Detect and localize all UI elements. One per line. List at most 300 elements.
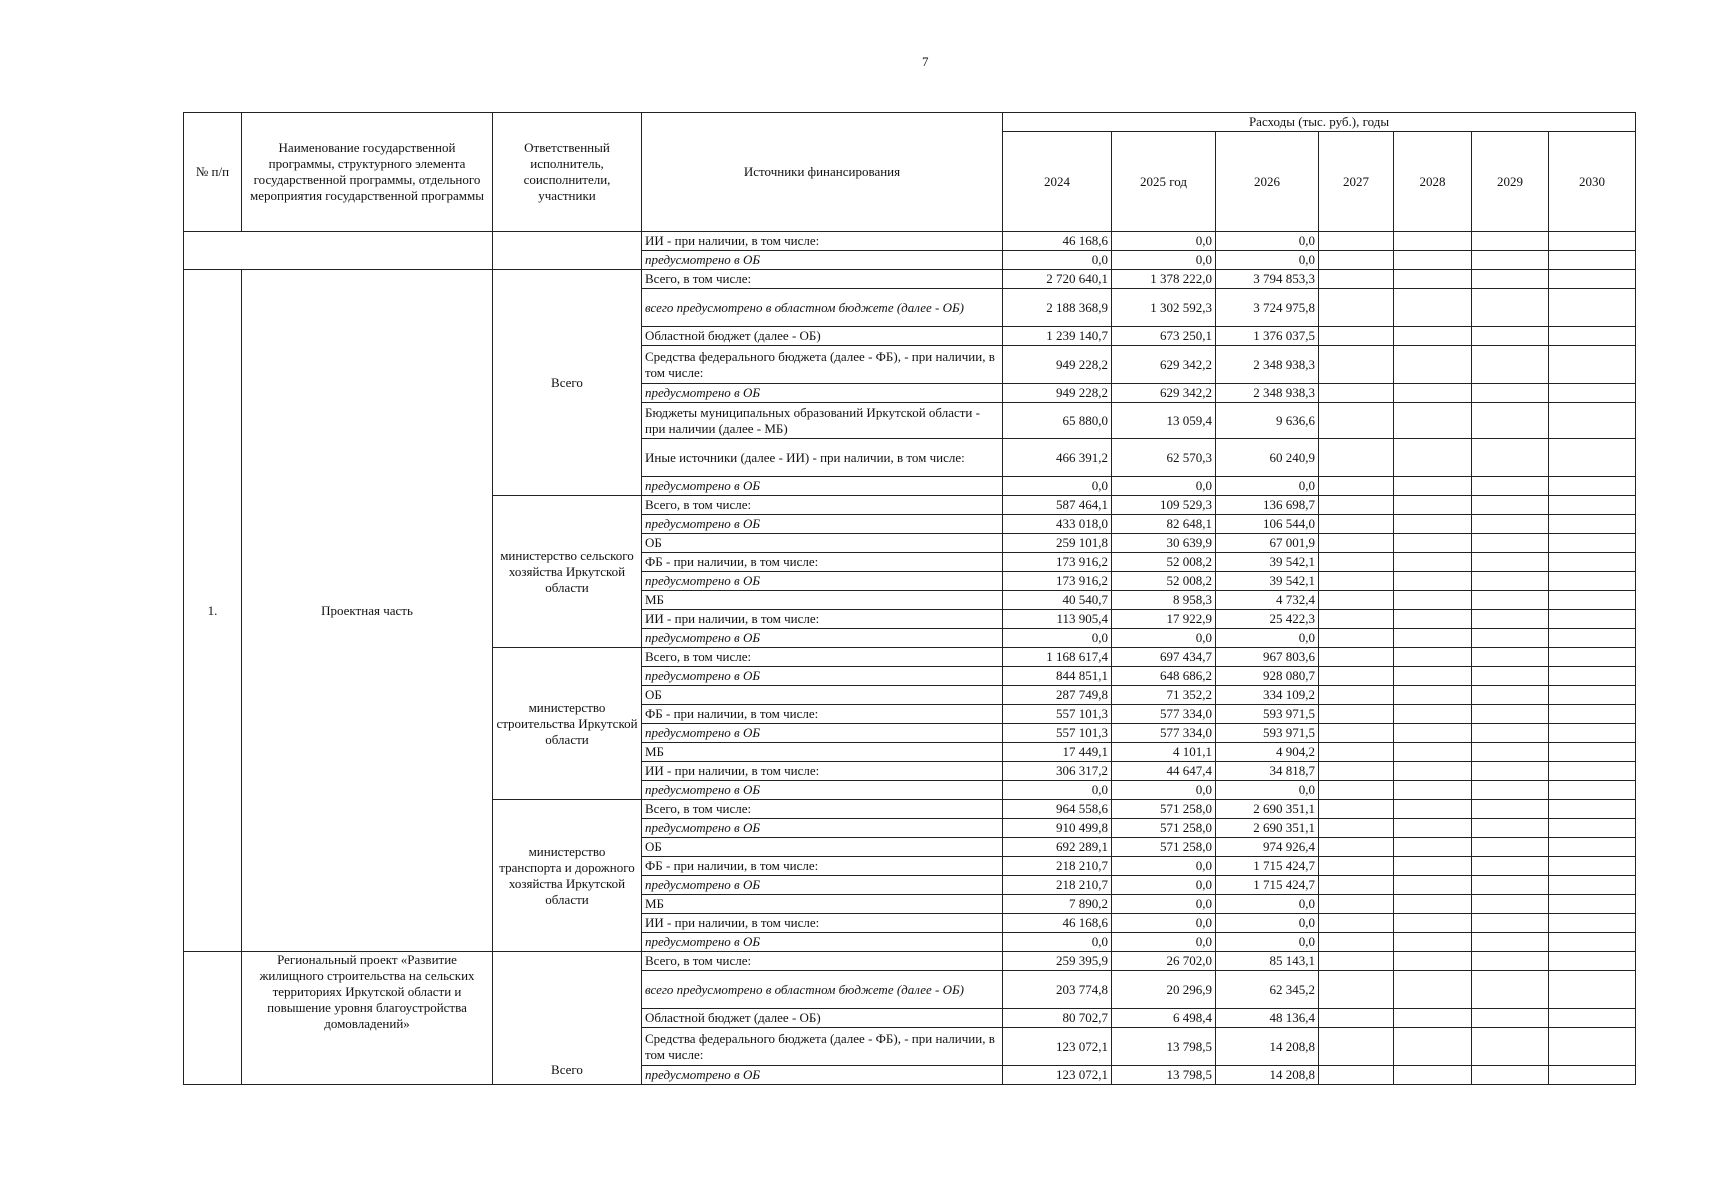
empty-year-cell	[1319, 895, 1394, 914]
source-cell: предусмотрено в ОБ	[642, 1066, 1003, 1085]
source-cell: предусмотрено в ОБ	[642, 629, 1003, 648]
empty-year-cell	[1549, 327, 1636, 346]
empty-year-cell	[1549, 384, 1636, 403]
empty-year-cell	[1472, 686, 1549, 705]
value-cell: 0,0	[1112, 857, 1216, 876]
empty-year-cell	[1472, 857, 1549, 876]
value-cell: 1 239 140,7	[1003, 327, 1112, 346]
empty-year-cell	[1394, 686, 1472, 705]
empty-year-cell	[1549, 515, 1636, 534]
empty-year-cell	[1394, 270, 1472, 289]
value-cell: 46 168,6	[1003, 914, 1112, 933]
source-cell: предусмотрено в ОБ	[642, 667, 1003, 686]
value-cell: 60 240,9	[1216, 439, 1319, 477]
source-cell: ОБ	[642, 686, 1003, 705]
value-cell: 4 101,1	[1112, 743, 1216, 762]
header-year: 2029	[1472, 132, 1549, 232]
empty-year-cell	[1394, 743, 1472, 762]
table-row	[184, 952, 1636, 971]
empty-year-cell	[1549, 439, 1636, 477]
value-cell: 67 001,9	[1216, 534, 1319, 553]
empty-year-cell	[1549, 1028, 1636, 1066]
empty-year-cell	[1319, 496, 1394, 515]
value-cell: 648 686,2	[1112, 667, 1216, 686]
empty-year-cell	[1319, 857, 1394, 876]
source-cell: Всего, в том числе:	[642, 496, 1003, 515]
source-cell: предусмотрено в ОБ	[642, 477, 1003, 496]
empty-year-cell	[1394, 327, 1472, 346]
empty-year-cell	[1394, 232, 1472, 251]
value-cell: 928 080,7	[1216, 667, 1319, 686]
value-cell: 259 395,9	[1003, 952, 1112, 971]
value-cell: 949 228,2	[1003, 346, 1112, 384]
value-cell: 0,0	[1216, 933, 1319, 952]
value-cell: 557 101,3	[1003, 724, 1112, 743]
empty-year-cell	[1549, 496, 1636, 515]
empty-year-cell	[1472, 403, 1549, 439]
empty-year-cell	[1472, 895, 1549, 914]
value-cell: 593 971,5	[1216, 724, 1319, 743]
empty-year-cell	[1549, 762, 1636, 781]
empty-year-cell	[1319, 648, 1394, 667]
value-cell: 1 715 424,7	[1216, 857, 1319, 876]
value-cell: 0,0	[1003, 251, 1112, 270]
value-cell: 259 101,8	[1003, 534, 1112, 553]
value-cell: 692 289,1	[1003, 838, 1112, 857]
empty-year-cell	[1394, 251, 1472, 270]
source-cell: ИИ - при наличии, в том числе:	[642, 610, 1003, 629]
empty-year-cell	[1549, 534, 1636, 553]
empty-year-cell	[1549, 403, 1636, 439]
value-cell: 0,0	[1112, 933, 1216, 952]
empty-year-cell	[1549, 610, 1636, 629]
value-cell: 2 348 938,3	[1216, 384, 1319, 403]
value-cell: 334 109,2	[1216, 686, 1319, 705]
source-cell: предусмотрено в ОБ	[642, 876, 1003, 895]
source-cell: Всего, в том числе:	[642, 952, 1003, 971]
empty-year-cell	[1472, 781, 1549, 800]
value-cell: 697 434,7	[1112, 648, 1216, 667]
empty-year-cell	[1394, 895, 1472, 914]
empty-year-cell	[1549, 933, 1636, 952]
empty-year-cell	[1472, 251, 1549, 270]
empty-year-cell	[1472, 629, 1549, 648]
value-cell: 964 558,6	[1003, 800, 1112, 819]
empty-year-cell	[1394, 952, 1472, 971]
value-cell: 0,0	[1003, 477, 1112, 496]
value-cell: 17 922,9	[1112, 610, 1216, 629]
header-year: 2027	[1319, 132, 1394, 232]
value-cell: 13 798,5	[1112, 1028, 1216, 1066]
source-cell: ИИ - при наличии, в том числе:	[642, 762, 1003, 781]
empty-year-cell	[1549, 724, 1636, 743]
empty-year-cell	[1394, 762, 1472, 781]
value-cell: 571 258,0	[1112, 838, 1216, 857]
value-cell: 40 540,7	[1003, 591, 1112, 610]
empty-year-cell	[1394, 515, 1472, 534]
source-cell: Средства федерального бюджета (далее - ФБ), - при наличии, в том числе:	[642, 346, 1003, 384]
empty-year-cell	[1472, 1066, 1549, 1085]
value-cell: 0,0	[1112, 876, 1216, 895]
value-cell: 967 803,6	[1216, 648, 1319, 667]
empty-year-cell	[1472, 876, 1549, 895]
empty-year-cell	[1549, 572, 1636, 591]
value-cell: 9 636,6	[1216, 403, 1319, 439]
value-cell: 173 916,2	[1003, 553, 1112, 572]
empty-year-cell	[1549, 591, 1636, 610]
table-row	[184, 232, 1636, 251]
value-cell: 13 798,5	[1112, 1066, 1216, 1085]
empty-year-cell	[1472, 819, 1549, 838]
value-cell: 0,0	[1216, 914, 1319, 933]
empty-year-cell	[1549, 667, 1636, 686]
value-cell: 62 570,3	[1112, 439, 1216, 477]
value-cell: 218 210,7	[1003, 857, 1112, 876]
header-year: 2024	[1003, 132, 1112, 232]
empty-year-cell	[1549, 914, 1636, 933]
empty-year-cell	[1472, 553, 1549, 572]
value-cell: 0,0	[1112, 629, 1216, 648]
value-cell: 910 499,8	[1003, 819, 1112, 838]
executor-cell: Всего	[493, 270, 642, 496]
section-num-cell	[184, 952, 242, 1085]
value-cell: 106 544,0	[1216, 515, 1319, 534]
empty-year-cell	[1319, 1009, 1394, 1028]
value-cell: 6 498,4	[1112, 1009, 1216, 1028]
value-cell: 629 342,2	[1112, 346, 1216, 384]
value-cell: 203 774,8	[1003, 971, 1112, 1009]
source-cell: ФБ - при наличии, в том числе:	[642, 857, 1003, 876]
empty-year-cell	[1549, 1066, 1636, 1085]
empty-year-cell	[1394, 591, 1472, 610]
value-cell: 466 391,2	[1003, 439, 1112, 477]
empty-year-cell	[1472, 591, 1549, 610]
source-cell: Всего, в том числе:	[642, 270, 1003, 289]
empty-year-cell	[1472, 439, 1549, 477]
source-cell: предусмотрено в ОБ	[642, 724, 1003, 743]
value-cell: 0,0	[1216, 232, 1319, 251]
empty-year-cell	[1472, 1009, 1549, 1028]
value-cell: 26 702,0	[1112, 952, 1216, 971]
empty-year-cell	[1549, 800, 1636, 819]
header-num: № п/п	[184, 113, 242, 232]
empty-year-cell	[1319, 629, 1394, 648]
value-cell: 30 639,9	[1112, 534, 1216, 553]
empty-year-cell	[1472, 724, 1549, 743]
empty-year-cell	[1394, 403, 1472, 439]
table-row	[184, 270, 1636, 289]
empty-year-cell	[1394, 724, 1472, 743]
source-cell: предусмотрено в ОБ	[642, 515, 1003, 534]
source-cell: ИИ - при наличии, в том числе:	[642, 914, 1003, 933]
value-cell: 48 136,4	[1216, 1009, 1319, 1028]
empty-year-cell	[1319, 705, 1394, 724]
empty-year-cell	[1319, 876, 1394, 895]
empty-year-cell	[1319, 743, 1394, 762]
value-cell: 587 464,1	[1003, 496, 1112, 515]
source-cell: ФБ - при наличии, в том числе:	[642, 705, 1003, 724]
empty-year-cell	[1394, 914, 1472, 933]
empty-year-cell	[1549, 232, 1636, 251]
empty-year-cell	[1394, 1066, 1472, 1085]
source-cell: Областной бюджет (далее - ОБ)	[642, 327, 1003, 346]
source-cell: Всего, в том числе:	[642, 648, 1003, 667]
empty-year-cell	[1472, 610, 1549, 629]
value-cell: 4 732,4	[1216, 591, 1319, 610]
empty-year-cell	[1472, 515, 1549, 534]
empty-year-cell	[1394, 439, 1472, 477]
empty-year-cell	[1472, 762, 1549, 781]
empty-year-cell	[1319, 477, 1394, 496]
value-cell: 949 228,2	[1003, 384, 1112, 403]
header-year: 2026	[1216, 132, 1319, 232]
empty-year-cell	[1549, 876, 1636, 895]
empty-year-cell	[1472, 346, 1549, 384]
value-cell: 218 210,7	[1003, 876, 1112, 895]
value-cell: 0,0	[1216, 477, 1319, 496]
empty-year-cell	[1472, 232, 1549, 251]
value-cell: 13 059,4	[1112, 403, 1216, 439]
value-cell: 0,0	[1216, 895, 1319, 914]
empty-year-cell	[1549, 895, 1636, 914]
source-cell: предусмотрено в ОБ	[642, 933, 1003, 952]
table-header	[184, 113, 1636, 232]
value-cell: 974 926,4	[1216, 838, 1319, 857]
empty-year-cell	[1319, 289, 1394, 327]
value-cell: 0,0	[1216, 629, 1319, 648]
value-cell: 577 334,0	[1112, 705, 1216, 724]
source-cell: всего предусмотрено в областном бюджете (далее - ОБ)	[642, 971, 1003, 1009]
value-cell: 44 647,4	[1112, 762, 1216, 781]
value-cell: 306 317,2	[1003, 762, 1112, 781]
empty-year-cell	[1319, 384, 1394, 403]
empty-year-cell	[1394, 534, 1472, 553]
empty-year-cell	[1549, 971, 1636, 1009]
empty-year-cell	[1319, 515, 1394, 534]
empty-year-cell	[1549, 648, 1636, 667]
empty-year-cell	[1319, 610, 1394, 629]
source-cell: МБ	[642, 895, 1003, 914]
empty-year-cell	[1472, 705, 1549, 724]
value-cell: 0,0	[1112, 895, 1216, 914]
empty-year-cell	[1472, 838, 1549, 857]
value-cell: 3 794 853,3	[1216, 270, 1319, 289]
empty-year-cell	[1319, 781, 1394, 800]
table-body	[184, 232, 1636, 1085]
value-cell: 52 008,2	[1112, 572, 1216, 591]
empty-year-cell	[1549, 857, 1636, 876]
value-cell: 1 715 424,7	[1216, 876, 1319, 895]
empty-year-cell	[1319, 232, 1394, 251]
empty-year-cell	[1394, 477, 1472, 496]
empty-year-cell	[1394, 289, 1472, 327]
source-cell: предусмотрено в ОБ	[642, 572, 1003, 591]
value-cell: 65 880,0	[1003, 403, 1112, 439]
value-cell: 571 258,0	[1112, 819, 1216, 838]
empty-year-cell	[1394, 1028, 1472, 1066]
value-cell: 0,0	[1112, 232, 1216, 251]
empty-year-cell	[1549, 477, 1636, 496]
source-cell: предусмотрено в ОБ	[642, 251, 1003, 270]
source-cell: Всего, в том числе:	[642, 800, 1003, 819]
executor-cell: Всего	[493, 952, 642, 1085]
merged-num-name-cell	[184, 232, 493, 270]
source-cell: ИИ - при наличии, в том числе:	[642, 232, 1003, 251]
empty-year-cell	[1394, 648, 1472, 667]
value-cell: 287 749,8	[1003, 686, 1112, 705]
executor-cell: министерство строительства Иркутской области	[493, 648, 642, 800]
empty-year-cell	[1319, 914, 1394, 933]
value-cell: 0,0	[1003, 629, 1112, 648]
empty-year-cell	[1472, 648, 1549, 667]
source-cell: всего предусмотрено в областном бюджете (далее - ОБ)	[642, 289, 1003, 327]
empty-year-cell	[1319, 251, 1394, 270]
source-cell: МБ	[642, 591, 1003, 610]
value-cell: 433 018,0	[1003, 515, 1112, 534]
value-cell: 1 378 222,0	[1112, 270, 1216, 289]
empty-year-cell	[1319, 667, 1394, 686]
empty-year-cell	[1394, 971, 1472, 1009]
executor-cell	[493, 232, 642, 270]
empty-year-cell	[1394, 781, 1472, 800]
value-cell: 0,0	[1112, 781, 1216, 800]
empty-year-cell	[1394, 838, 1472, 857]
value-cell: 173 916,2	[1003, 572, 1112, 591]
header-executor: Ответственный исполнитель, соисполнители, участники	[493, 113, 642, 232]
empty-year-cell	[1319, 762, 1394, 781]
empty-year-cell	[1319, 1028, 1394, 1066]
value-cell: 577 334,0	[1112, 724, 1216, 743]
value-cell: 34 818,7	[1216, 762, 1319, 781]
empty-year-cell	[1549, 819, 1636, 838]
empty-year-cell	[1549, 270, 1636, 289]
empty-year-cell	[1394, 800, 1472, 819]
executor-cell: министерство сельского хозяйства Иркутской области	[493, 496, 642, 648]
section-name-cell: Региональный проект «Развитие жилищного строительства на сельских территориях Иркутской области и повышение уровня благоустройства домовладений»	[242, 952, 493, 1085]
source-cell: предусмотрено в ОБ	[642, 384, 1003, 403]
empty-year-cell	[1472, 289, 1549, 327]
empty-year-cell	[1319, 933, 1394, 952]
value-cell: 62 345,2	[1216, 971, 1319, 1009]
empty-year-cell	[1549, 251, 1636, 270]
empty-year-cell	[1319, 270, 1394, 289]
empty-year-cell	[1394, 572, 1472, 591]
source-cell: Средства федерального бюджета (далее - ФБ), - при наличии, в том числе:	[642, 1028, 1003, 1066]
empty-year-cell	[1394, 667, 1472, 686]
empty-year-cell	[1472, 914, 1549, 933]
empty-year-cell	[1319, 591, 1394, 610]
value-cell: 46 168,6	[1003, 232, 1112, 251]
empty-year-cell	[1549, 553, 1636, 572]
value-cell: 20 296,9	[1112, 971, 1216, 1009]
empty-year-cell	[1549, 781, 1636, 800]
header-year: 2025 год	[1112, 132, 1216, 232]
empty-year-cell	[1394, 610, 1472, 629]
value-cell: 85 143,1	[1216, 952, 1319, 971]
value-cell: 109 529,3	[1112, 496, 1216, 515]
value-cell: 2 690 351,1	[1216, 819, 1319, 838]
empty-year-cell	[1394, 553, 1472, 572]
empty-year-cell	[1319, 403, 1394, 439]
empty-year-cell	[1549, 838, 1636, 857]
empty-year-cell	[1472, 572, 1549, 591]
value-cell: 39 542,1	[1216, 572, 1319, 591]
source-cell: предусмотрено в ОБ	[642, 819, 1003, 838]
value-cell: 1 376 037,5	[1216, 327, 1319, 346]
value-cell: 2 348 938,3	[1216, 346, 1319, 384]
empty-year-cell	[1394, 496, 1472, 515]
section-name-cell: Проектная часть	[242, 270, 493, 952]
value-cell: 82 648,1	[1112, 515, 1216, 534]
section-num-cell: 1.	[184, 270, 242, 952]
value-cell: 1 168 617,4	[1003, 648, 1112, 667]
empty-year-cell	[1472, 800, 1549, 819]
empty-year-cell	[1319, 439, 1394, 477]
header-name: Наименование государственной программы, структурного элемента государственной программы, отдельного мероприятия государственной программы	[242, 113, 493, 232]
empty-year-cell	[1472, 270, 1549, 289]
source-cell: МБ	[642, 743, 1003, 762]
empty-year-cell	[1472, 534, 1549, 553]
value-cell: 0,0	[1216, 781, 1319, 800]
empty-year-cell	[1394, 346, 1472, 384]
header-year: 2028	[1394, 132, 1472, 232]
value-cell: 0,0	[1003, 781, 1112, 800]
empty-year-cell	[1472, 952, 1549, 971]
empty-year-cell	[1549, 952, 1636, 971]
source-cell: Бюджеты муниципальных образований Иркутской области - при наличии (далее - МБ)	[642, 403, 1003, 439]
value-cell: 557 101,3	[1003, 705, 1112, 724]
empty-year-cell	[1319, 553, 1394, 572]
empty-year-cell	[1394, 857, 1472, 876]
empty-year-cell	[1319, 838, 1394, 857]
empty-year-cell	[1319, 346, 1394, 384]
empty-year-cell	[1472, 327, 1549, 346]
value-cell: 4 904,2	[1216, 743, 1319, 762]
executor-cell: министерство транспорта и дорожного хозяйства Иркутской области	[493, 800, 642, 952]
value-cell: 0,0	[1216, 251, 1319, 270]
value-cell: 7 890,2	[1003, 895, 1112, 914]
value-cell: 0,0	[1003, 933, 1112, 952]
header-source: Источники финансирования	[642, 113, 1003, 232]
header-year: 2030	[1549, 132, 1636, 232]
value-cell: 629 342,2	[1112, 384, 1216, 403]
value-cell: 136 698,7	[1216, 496, 1319, 515]
empty-year-cell	[1394, 705, 1472, 724]
value-cell: 8 958,3	[1112, 591, 1216, 610]
value-cell: 0,0	[1112, 251, 1216, 270]
empty-year-cell	[1549, 629, 1636, 648]
empty-year-cell	[1319, 572, 1394, 591]
empty-year-cell	[1394, 1009, 1472, 1028]
empty-year-cell	[1319, 686, 1394, 705]
budget-table	[183, 112, 1636, 1085]
empty-year-cell	[1549, 1009, 1636, 1028]
value-cell: 39 542,1	[1216, 553, 1319, 572]
source-cell: предусмотрено в ОБ	[642, 781, 1003, 800]
empty-year-cell	[1472, 1028, 1549, 1066]
empty-year-cell	[1319, 534, 1394, 553]
header-expenses: Расходы (тыс. руб.), годы	[1003, 113, 1636, 132]
source-cell: ОБ	[642, 838, 1003, 857]
value-cell: 0,0	[1112, 914, 1216, 933]
value-cell: 52 008,2	[1112, 553, 1216, 572]
empty-year-cell	[1319, 952, 1394, 971]
value-cell: 593 971,5	[1216, 705, 1319, 724]
empty-year-cell	[1319, 971, 1394, 1009]
value-cell: 113 905,4	[1003, 610, 1112, 629]
empty-year-cell	[1319, 819, 1394, 838]
value-cell: 123 072,1	[1003, 1028, 1112, 1066]
